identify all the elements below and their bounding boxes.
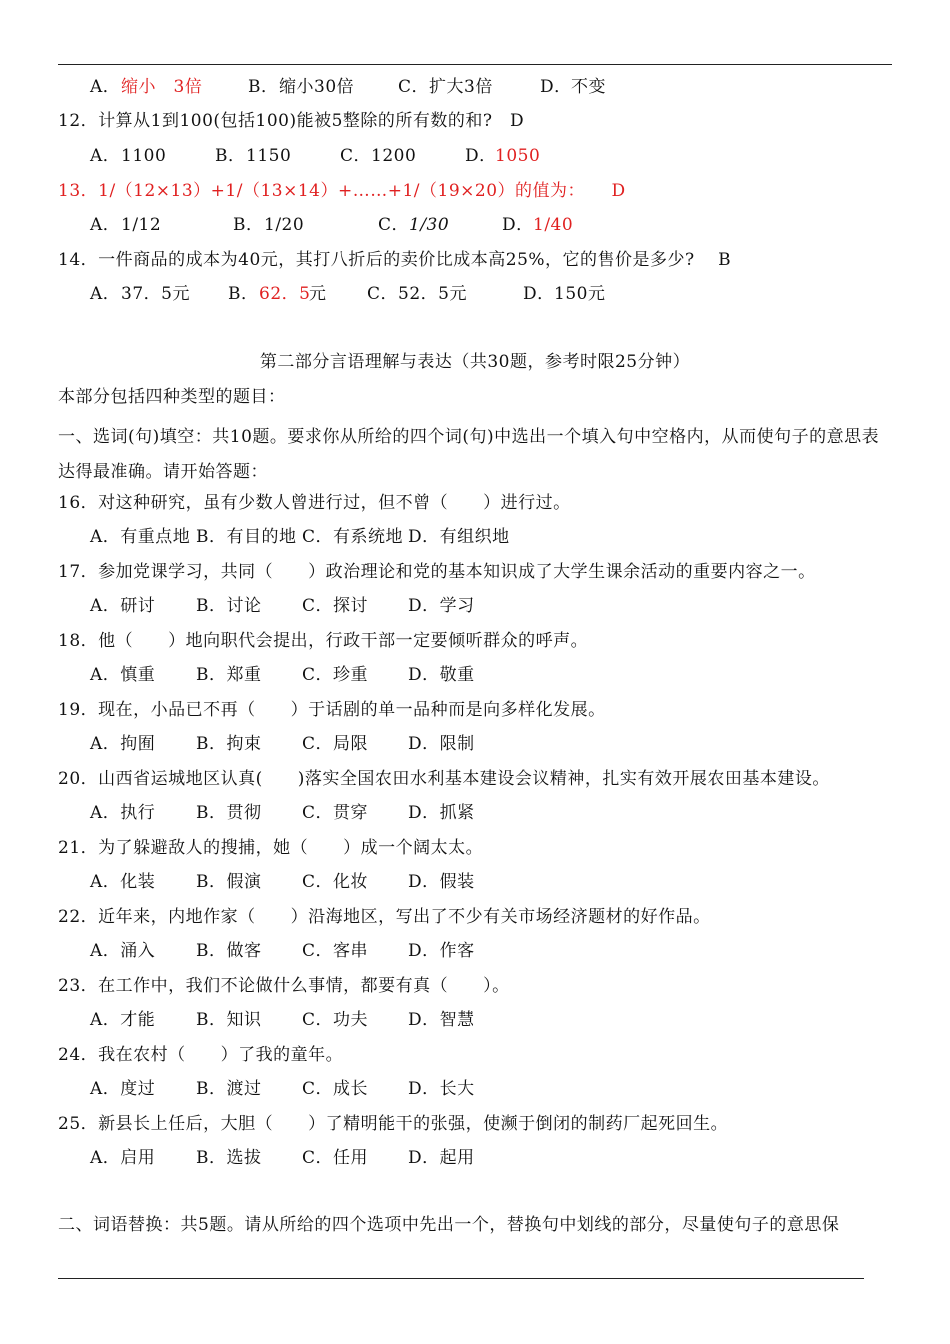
q12-option-a-label: A． <box>90 146 121 166</box>
question-option: A．慎重 <box>90 665 156 685</box>
question-option: D．作客 <box>408 941 475 961</box>
question-option: B．渡过 <box>196 1079 262 1099</box>
q11-option-d-text: 不变 <box>571 77 606 97</box>
question-option: A．研讨 <box>90 596 156 616</box>
q13-stem: 13．1/（12×13）+1/（13×14）+……+1/（19×20）的值为： D <box>58 181 626 201</box>
q13-option-b-label: B． <box>233 215 264 235</box>
q13-option-c-text: 1/30 <box>409 215 450 235</box>
question-option: D．智慧 <box>408 1010 475 1030</box>
question-option: C．成长 <box>302 1079 369 1099</box>
q14-option-a-text: 37．5元 <box>121 284 190 304</box>
footer-rule <box>58 1278 864 1279</box>
question-option: D．起用 <box>408 1148 475 1168</box>
q13-option-a-text: 1/12 <box>121 215 162 235</box>
question-stem: 23．在工作中，我们不论做什么事情，都要有真（ ）。 <box>58 976 510 996</box>
q13-option-a-label: A． <box>90 215 121 235</box>
question-option: A．有重点地 <box>90 527 191 547</box>
question-option: C．有系统地 <box>302 527 404 547</box>
question-option: A．涌入 <box>90 941 156 961</box>
question-option: B．贯彻 <box>196 803 262 823</box>
q14-option-c-label: C． <box>367 284 399 304</box>
question-option: D．有组织地 <box>408 527 510 547</box>
section-intro: 本部分包括四种类型的题目： <box>58 387 286 407</box>
question-option: A．拘囿 <box>90 734 156 754</box>
q14-option-b-text: 62．5 <box>259 284 311 304</box>
question-option: B．选拔 <box>196 1148 262 1168</box>
q11-option-c-label: C． <box>398 77 430 97</box>
question-stem: 16．对这种研究，虽有少数人曾进行过，但不曾（ ）进行过。 <box>58 493 571 513</box>
question-option: D．敬重 <box>408 665 475 685</box>
question-option: A．化装 <box>90 872 156 892</box>
q13-option-d-label: D． <box>502 215 534 235</box>
q11-option-a-text: 缩小 3倍 <box>121 77 203 97</box>
question-stem: 17．参加党课学习，共同（ ）政治理论和党的基本知识成了大学生课余活动的重要内容之一。 <box>58 562 816 582</box>
question-option: B．有目的地 <box>196 527 297 547</box>
q11-option-c-text: 扩大3倍 <box>429 77 493 97</box>
q14-option-c-text: 52．5元 <box>398 284 467 304</box>
question-option: D．抓紧 <box>408 803 475 823</box>
question-stem: 22．近年来，内地作家（ ）沿海地区，写出了不少有关市场经济题材的好作品。 <box>58 907 711 927</box>
q12-option-d-label: D． <box>465 146 497 166</box>
question-option: A．启用 <box>90 1148 156 1168</box>
q12-option-b-text: 1150 <box>246 146 292 166</box>
question-option: C．任用 <box>302 1148 369 1168</box>
question-stem: 18．他（ ）地向职代会提出，行政干部一定要倾听群众的呼声。 <box>58 631 589 651</box>
question-stem: 24．我在农村（ ）了我的童年。 <box>58 1045 344 1065</box>
question-option: A．执行 <box>90 803 156 823</box>
q11-option-b-text: 缩小30倍 <box>279 77 355 97</box>
q11-option-d-label: D． <box>540 77 572 97</box>
q14-option-d-label: D． <box>523 284 555 304</box>
question-option: C．贯穿 <box>302 803 369 823</box>
question-option: C．客串 <box>302 941 369 961</box>
question-option: C．局限 <box>302 734 369 754</box>
part2-description: 二、词语替换：共5题。请从所给的四个选项中先出一个，替换句中划线的部分，尽量使句子的意思保 <box>58 1215 840 1235</box>
q14-option-a-label: A． <box>90 284 121 304</box>
question-option: B．做客 <box>196 941 262 961</box>
question-option: A．才能 <box>90 1010 156 1030</box>
q12-option-a-text: 1100 <box>121 146 167 166</box>
question-option: D．长大 <box>408 1079 475 1099</box>
question-option: B．郑重 <box>196 665 262 685</box>
q12-option-b-label: B． <box>215 146 246 166</box>
question-stem: 20．山西省运城地区认真( )落实全国农田水利基本建设会议精神，扎实有效开展农田基本建设。 <box>58 769 830 789</box>
question-option: A．度过 <box>90 1079 156 1099</box>
question-option: D．限制 <box>408 734 475 754</box>
question-option: B．假演 <box>196 872 262 892</box>
part1-description: 一、选词(句)填空：共10题。要求你从所给的四个词(句)中选出一个填入句中空格内，从而使句子的意思表达得最准确。请开始答题： <box>58 427 880 482</box>
question-stem: 21．为了躲避敌人的搜捕，她（ ）成一个阔太太。 <box>58 838 484 858</box>
q12-option-c-label: C． <box>340 146 372 166</box>
question-option: C．珍重 <box>302 665 369 685</box>
q11-option-b-label: B． <box>248 77 279 97</box>
q12-option-d-text: 1050 <box>495 146 541 166</box>
q14-option-b-suffix: 元 <box>309 284 327 304</box>
q13-option-d-text: 1/40 <box>533 215 574 235</box>
question-option: C．功夫 <box>302 1010 369 1030</box>
q12-stem: 12．计算从1到100(包括100)能被5整除的所有数的和? D <box>58 111 525 131</box>
question-stem: 25．新县长上任后，大胆（ ）了精明能干的张强，使濒于倒闭的制药厂起死回生。 <box>58 1114 729 1134</box>
question-option: B．拘束 <box>196 734 262 754</box>
question-stem: 19．现在，小品已不再（ ）于话剧的单一品种而是向多样化发展。 <box>58 700 606 720</box>
q11-option-a-label: A． <box>90 77 121 97</box>
q14-option-b-label: B． <box>228 284 259 304</box>
question-option: D．假装 <box>408 872 475 892</box>
question-option: B．知识 <box>196 1010 262 1030</box>
question-option: B．讨论 <box>196 596 262 616</box>
q13-option-c-label: C． <box>378 215 410 235</box>
q14-option-d-text: 150元 <box>554 284 606 304</box>
q12-option-c-text: 1200 <box>371 146 417 166</box>
question-option: C．探讨 <box>302 596 369 616</box>
question-option: C．化妆 <box>302 872 369 892</box>
q13-option-b-text: 1/20 <box>264 215 305 235</box>
section-heading: 第二部分言语理解与表达（共30题，参考时限25分钟） <box>259 352 691 372</box>
header-rule <box>58 64 892 65</box>
q14-stem: 14．一件商品的成本为40元，其打八折后的卖价比成本高25%，它的售价是多少? B <box>58 250 732 270</box>
question-option: D．学习 <box>408 596 475 616</box>
